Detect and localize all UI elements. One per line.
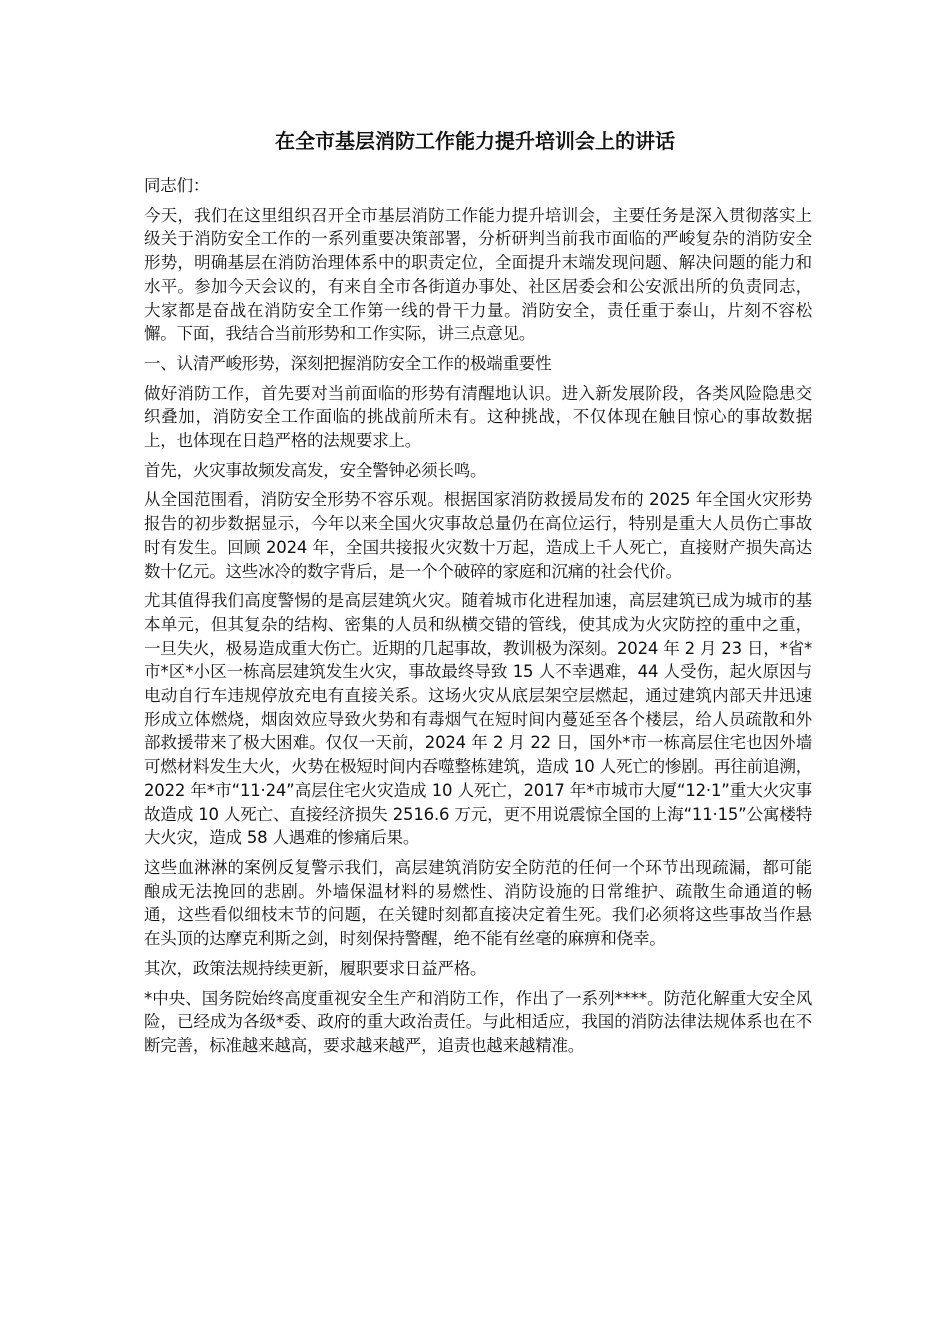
intro-paragraph: 今天，我们在这里组织召开全市基层消防工作能力提升培训会，主要任务是深入贯彻落实上级关于消防安全工作的一系列重要决策部署，分析研判当前我市面临的严峻复杂的消防安全形势，明确基层在消防治理体系中的职责定位，全面提升末端发现问题、解决问题的能力和水平。参加今天会议的，有来自全市各街道办事处、社区居委会和公安派出所的负责同志，大家都是奋战在消防安全工作第一线的骨干力量。消防安全，责任重于泰山，片刻不容松懈。下面，我结合当前形势和工作实际，讲三点意见。 [144,205,812,344]
body-paragraph: 做好消防工作，首先要对当前面临的形势有清醒地认识。进入新发展阶段，各类风险隐患交织叠加，消防安全工作面临的挑战前所未有。这种挑战，不仅体现在触目惊心的事故数据上，也体现在日趋严格的法规要求上。 [144,383,812,451]
document-title: 在全市基层消防工作能力提升培训会上的讲话 [275,129,675,153]
section-heading-1: 一、认清严峻形势，深刻把握消防安全工作的极端重要性 [144,353,552,373]
body-paragraph: 从全国范围看，消防安全形势不容乐观。根据国家消防救援局发布的 2025 年全国火灾形势报告的初步数据显示，今年以来全国火灾事故总量仍在高位运行，特别是重大人员伤亡事故时有发生。回顾 2024 年，全国共接报火灾数十万起，造成上千人死亡，直接财产损失高达数十亿元。这些冰冷的数字背后，是一个个破碎的家庭和沉痛的社会代价。 [144,490,812,581]
document-body [144,174,812,1064]
body-paragraph: *中央、国务院始终高度重视安全生产和消防工作，作出了一系列****。防范化解重大安全风险，已经成为各级*委、政府的重大政治责任。与此相适应，我国的消防法律法规体系也在不断完善，标准越来越高，要求越来越严，追责也越来越精准。 [144,988,812,1055]
subheading-second: 其次，政策法规持续更新，履职要求日益严格。 [144,958,487,978]
body-paragraph: 尤其值得我们高度警惕的是高层建筑火灾。随着城市化进程加速，高层建筑已成为城市的基本单元，但其复杂的结构、密集的人员和纵横交错的管线，使其成为火灾防控的重中之重，一旦失火，极易造成重大伤亡。近期的几起事故，教训极为深刻。2024 年 2 月 23 日，*省*市*区*小区一栋高层建筑发生火灾，事故最终导致 15 人不幸遇难，44 人受伤，起火原因与电动自行车违规停放充电有直接关系。这场火灾从底层架空层燃起，通过建筑内部天井迅速形成立体燃烧，烟囱效应导致火势和有毒烟气在短时间内蔓延至各个楼层，给人员疏散和外部救援带来了极大困难。仅仅一天前，2024 年 2 月 22 日，国外*市一栋高层住宅也因外墙可燃材料发生大火，火势在极短时间内吞噬整栋建筑，造成 10 人死亡的惨剧。再往前追溯，2022 年*市“11·24”高层住宅火灾造成 10 人死亡，2017 年*市城市大厦“12·1”重大火灾事故造成 10 人死亡、直接经济损失 2516.6 万元，更不用说震惊全国的上海“11·15”公寓楼特大火灾，造成 58 人遇难的惨痛后果。 [144,591,812,848]
body-paragraph: 这些血淋淋的案例反复警示我们，高层建筑消防安全防范的任何一个环节出现疏漏，都可能酿成无法挽回的悲剧。外墙保温材料的易燃性、消防设施的日常维护、疏散生命通道的畅通，这些看似细枝末节的问题，在关键时刻都直接决定着生死。我们必须将这些事故当作悬在头顶的达摩克利斯之剑，时刻保持警醒，绝不能有丝毫的麻痹和侥幸。 [144,857,812,949]
salutation: 同志们： [144,176,210,195]
subheading-first: 首先，火灾事故频发高发，安全警钟必须长鸣。 [144,460,487,480]
